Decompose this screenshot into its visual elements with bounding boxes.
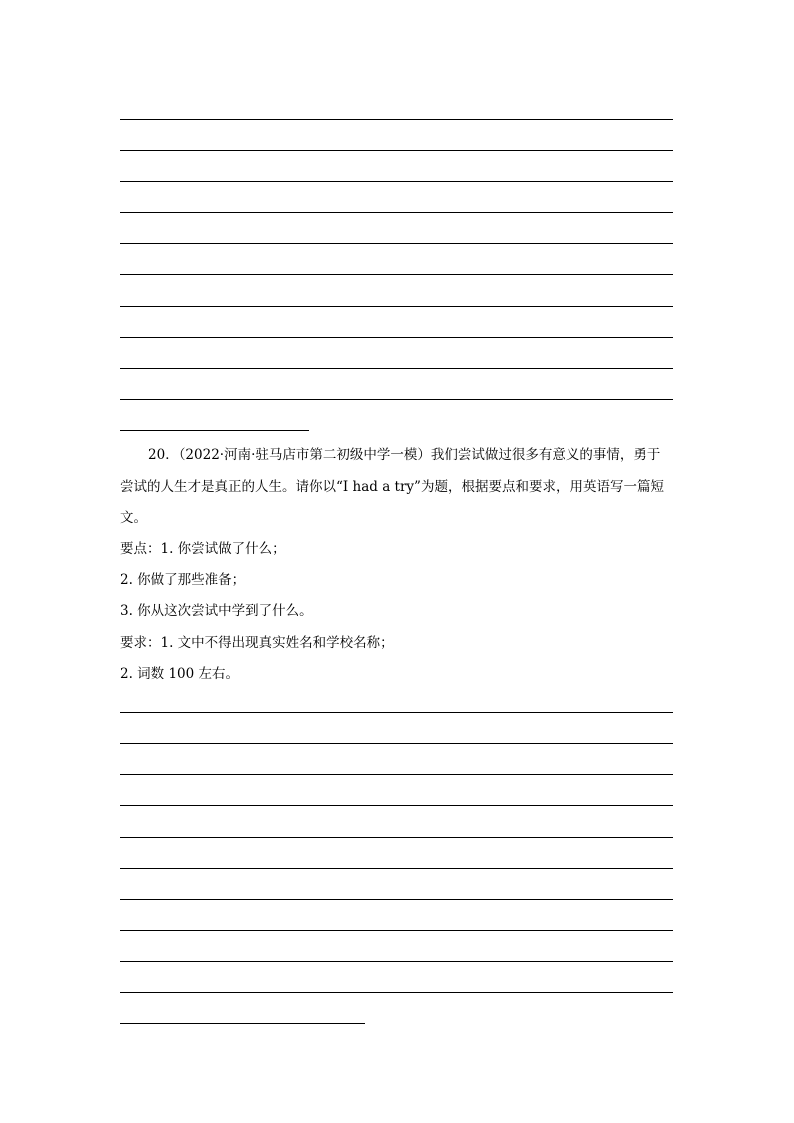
question-number: 20 xyxy=(148,447,166,463)
question-heading xyxy=(148,446,660,464)
answer-line[interactable] xyxy=(120,930,673,931)
points-line2: 2. 你做了那些准备； xyxy=(120,572,246,588)
answer-line[interactable] xyxy=(120,274,673,275)
answer-line[interactable] xyxy=(120,368,673,369)
answer-line[interactable] xyxy=(120,337,673,338)
answer-line-short[interactable] xyxy=(120,1023,365,1024)
answer-line[interactable] xyxy=(120,212,673,213)
points-line1: 要点：1. 你尝试做了什么； xyxy=(120,541,286,557)
requirements-line1: 要求：1. 文中不得出现真实姓名和学校名称； xyxy=(120,635,394,651)
points-line3: 3. 你从这次尝试中学到了什么。 xyxy=(120,603,313,619)
answer-line[interactable] xyxy=(120,774,673,775)
answer-line[interactable] xyxy=(120,712,673,713)
answer-line[interactable] xyxy=(120,805,673,806)
answer-line[interactable] xyxy=(120,150,673,151)
question-prompt-line1: 我们尝试做过很多有意义的事情，勇于 xyxy=(430,447,661,463)
answer-line[interactable] xyxy=(120,243,673,244)
requirements-line2: 2. 词数 100 左右。 xyxy=(120,666,240,682)
answer-line[interactable] xyxy=(120,743,673,744)
answer-line-short[interactable] xyxy=(120,430,309,431)
question-dot: ． xyxy=(165,447,179,463)
answer-line[interactable] xyxy=(120,868,673,869)
question-prompt-line3: 文。 xyxy=(120,510,147,526)
question-prompt-line2: 尝试的人生才是真正的人生。请你以“I had a try”为题，根据要点和要求，用英语写一篇短 xyxy=(120,479,664,495)
answer-line[interactable] xyxy=(120,119,673,120)
answer-line[interactable] xyxy=(120,992,673,993)
answer-line[interactable] xyxy=(120,837,673,838)
answer-line[interactable] xyxy=(120,306,673,307)
answer-line[interactable] xyxy=(120,399,673,400)
answer-line[interactable] xyxy=(120,181,673,182)
answer-line[interactable] xyxy=(120,961,673,962)
answer-line[interactable] xyxy=(120,899,673,900)
question-source: （2022·河南·驻马店市第二初级中学一模） xyxy=(178,447,431,463)
